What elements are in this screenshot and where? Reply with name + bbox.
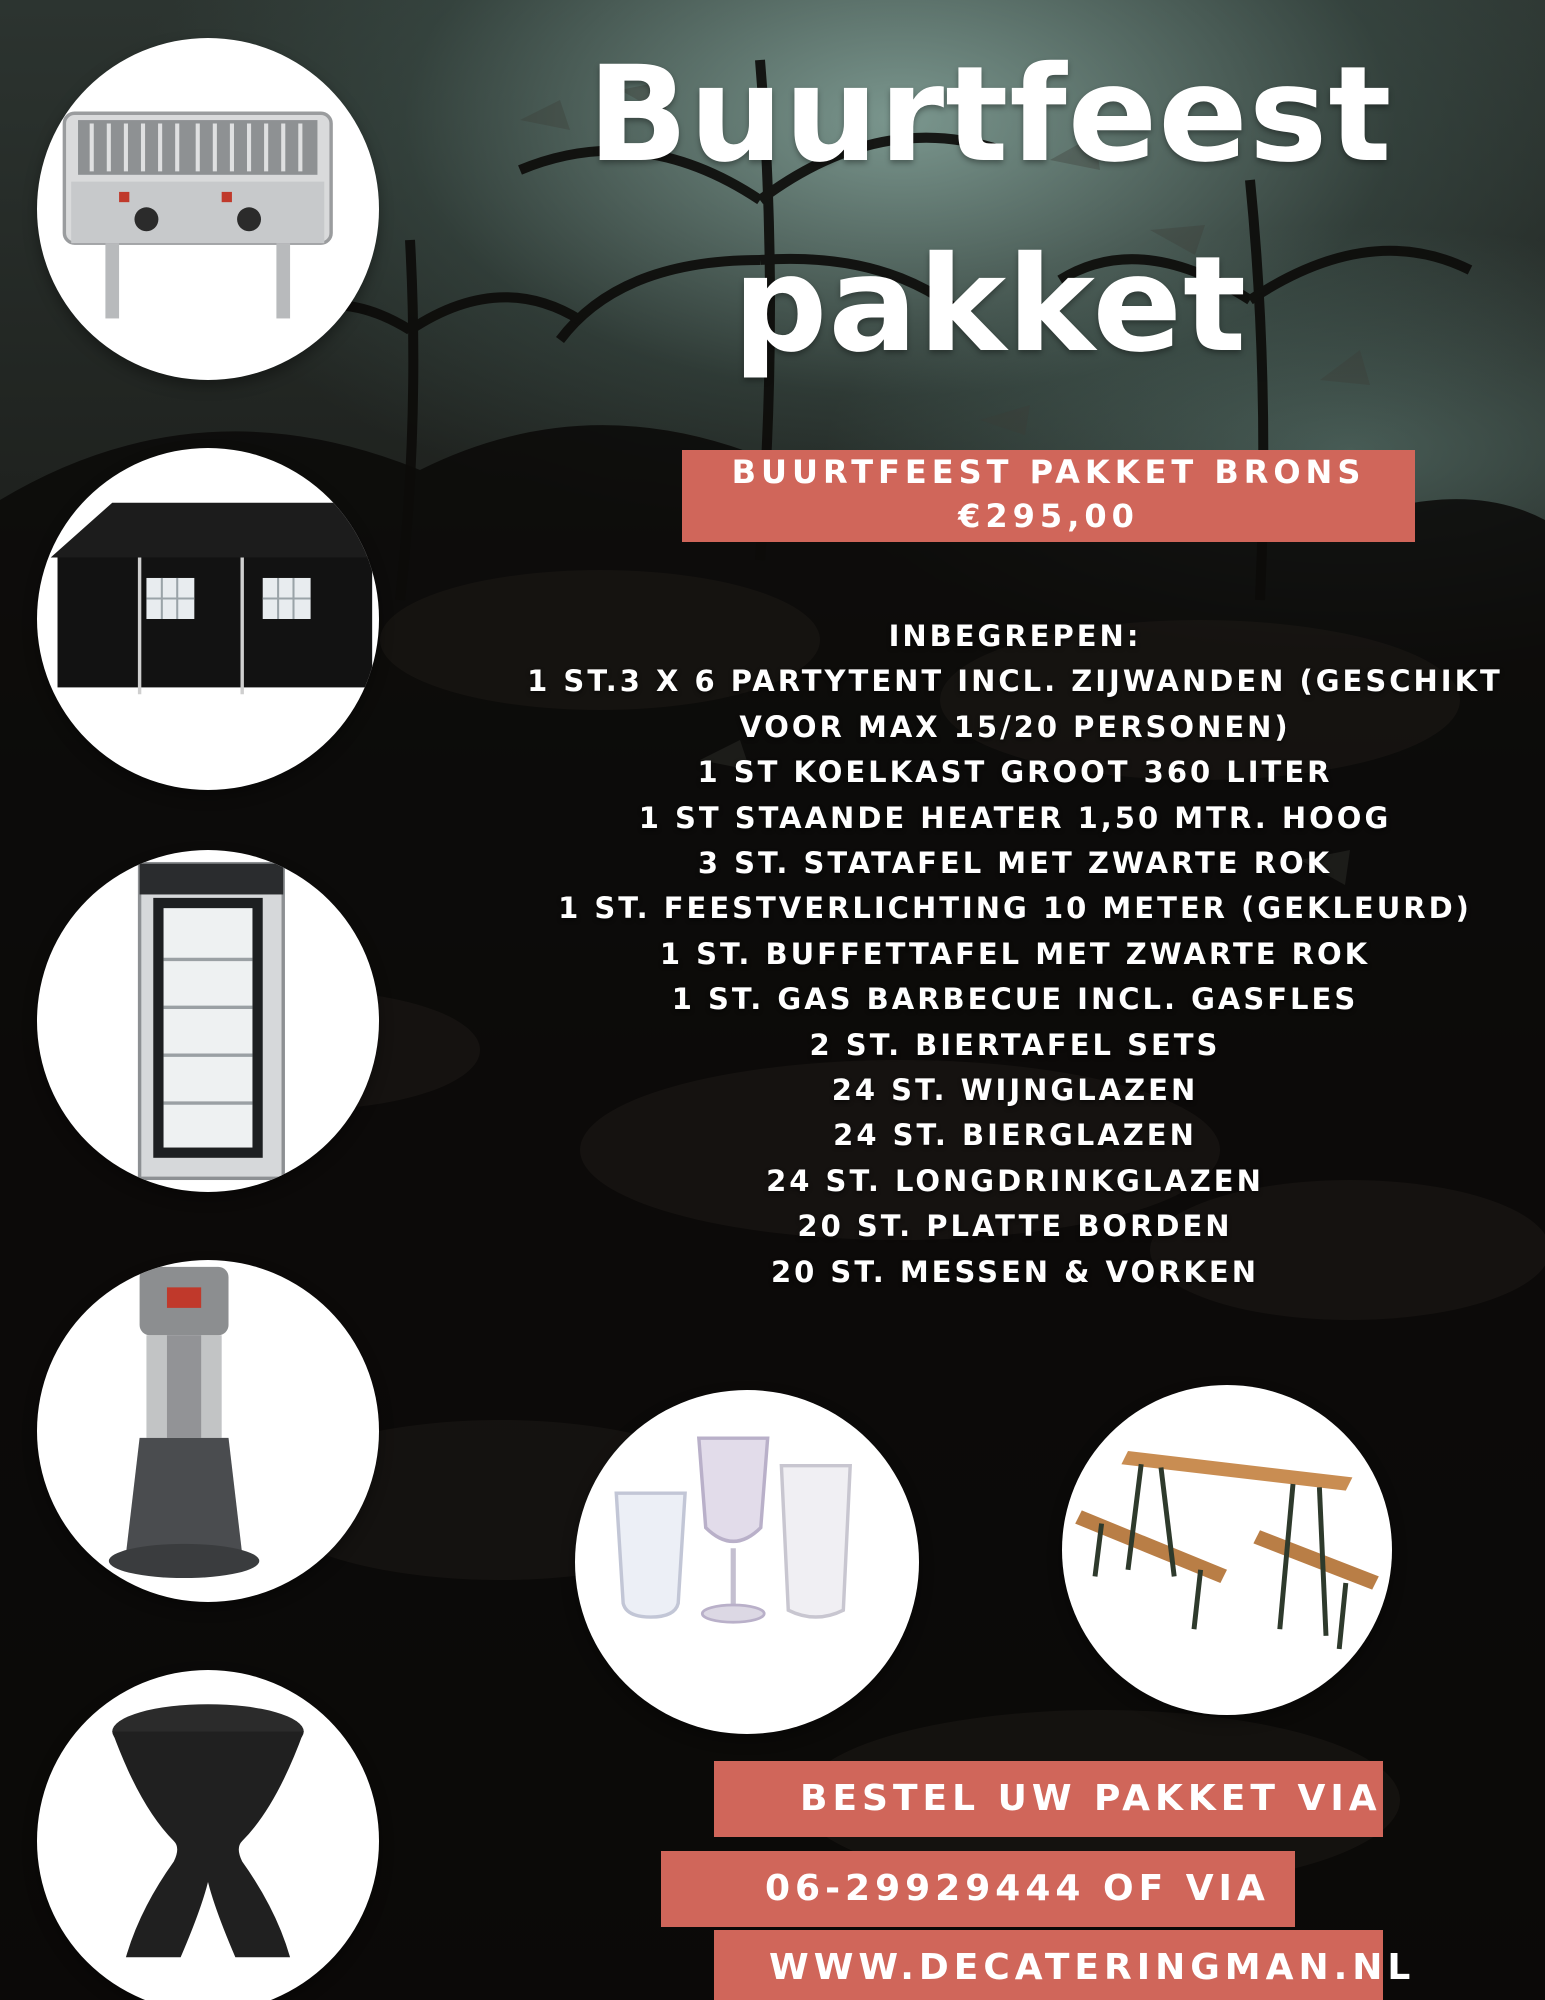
order-banner-line-1: BESTEL UW PAKKET VIA: [714, 1761, 1383, 1837]
included-item: 1 ST. GAS BARBECUE INCL. GASFLES: [671, 982, 1359, 1017]
included-items-list: [510, 614, 1520, 1295]
included-item: 20 ST. PLATTE BORDEN: [797, 1209, 1233, 1244]
included-item: 2 ST. BIERTAFEL SETS: [809, 1027, 1221, 1062]
fridge-image: [37, 850, 379, 1192]
standing-table-image: [37, 1670, 379, 2000]
included-item: 20 ST. MESSEN & VORKEN: [770, 1254, 1259, 1289]
included-item: 1 ST. BUFFETTAFEL MET ZWARTE ROK: [659, 936, 1371, 971]
included-heading: INBEGREPEN:: [888, 619, 1142, 653]
included-item: 1 ST KOELKAST GROOT 360 LITER: [697, 755, 1333, 790]
included-item: 1 ST STAANDE HEATER 1,50 MTR. HOOG: [638, 800, 1392, 835]
order-phone: 06-29929444 OF VIA: [661, 1851, 1295, 1927]
patio-heater-image: [37, 1260, 379, 1602]
party-tent-image: [37, 448, 379, 790]
order-website-link[interactable]: WWW.DECATERINGMAN.NL: [714, 1930, 1383, 2000]
package-name: BUURTFEEST PAKKET BRONS: [731, 453, 1366, 491]
package-price: €295,00: [958, 497, 1139, 535]
included-item: 1 ST.3 X 6 PARTYTENT INCL. ZIJWANDEN (GESCHIKT: [527, 664, 1503, 699]
included-item: VOOR MAX 15/20 PERSONEN): [739, 709, 1291, 744]
package-banner: [682, 450, 1415, 542]
beer-table-set-image: [1062, 1385, 1392, 1715]
glasses-image: [575, 1390, 919, 1734]
included-item: 24 ST. BIERGLAZEN: [833, 1118, 1197, 1153]
page-title-line-1: Buurtfeest: [587, 38, 1393, 192]
included-item: 24 ST. LONGDRINKGLAZEN: [766, 1163, 1264, 1198]
gas-barbecue-image: [37, 38, 379, 380]
page-title-line-2: pakket: [732, 228, 1248, 382]
included-item: 24 ST. WIJNGLAZEN: [831, 1073, 1199, 1108]
included-item: 1 ST. FEESTVERLICHTING 10 METER (GEKLEURD): [558, 891, 1472, 926]
included-item: 3 ST. STATAFEL MET ZWARTE ROK: [697, 846, 1333, 881]
